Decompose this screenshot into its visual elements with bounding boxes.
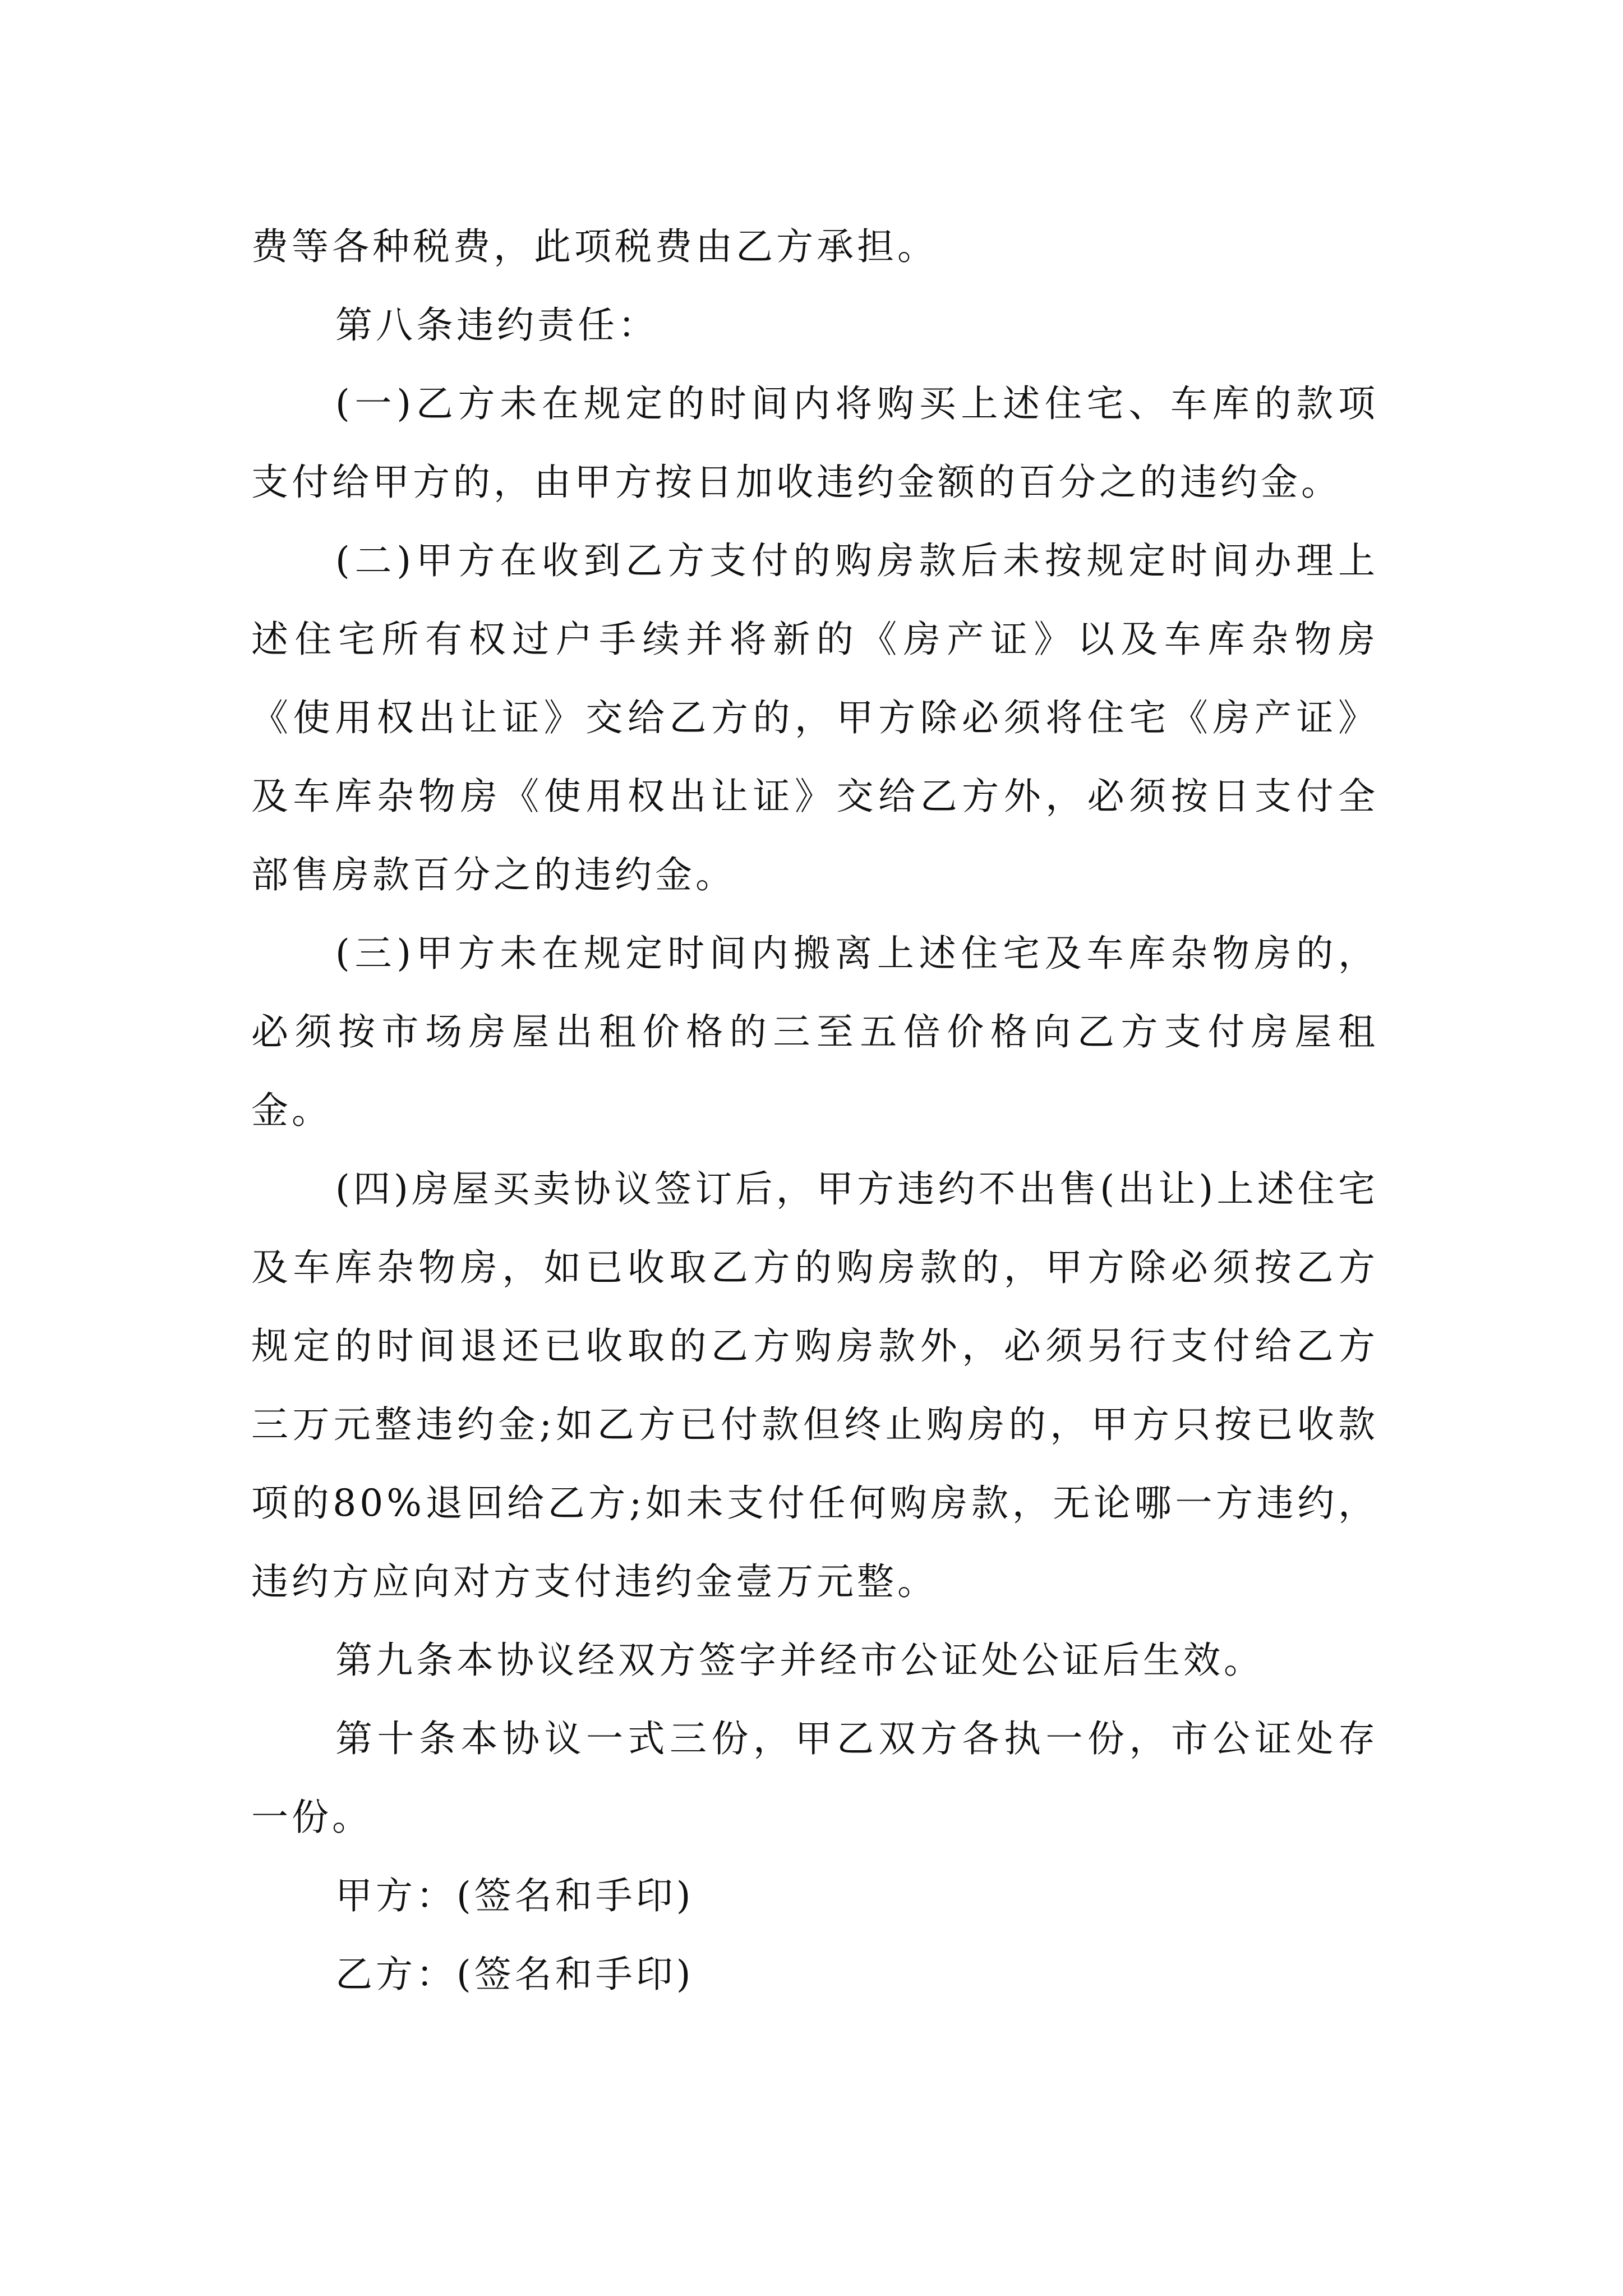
article-9-paragraph: 第九条本协议经双方签字并经市公证处公证后生效。	[335, 1639, 1264, 1682]
article-10-paragraph: 第十条本协议一式三份，甲乙双方各执一份，市公证处存一份。	[251, 1717, 1378, 1839]
party-a-signature-line: 甲方：(签名和手印)	[335, 1874, 694, 1917]
clause-4-paragraph: (四)房屋买卖协议签订后，甲方违约不出售(出让)上述住宅及车库杂物房，如已收取乙方的购房款的，甲方除必须按乙方规定的时间退还已收取的乙方购房款外，必须另行支付给乙方三万元整违约金;如乙方已付款但终止购房的，甲方只按已收款项的80%退回给乙方;如未支付任何购房款，无论哪一方违约，违约方应向对方支付违约金壹万元整。	[251, 1167, 1378, 1603]
clause-1-paragraph: (一)乙方未在规定的时间内将购买上述住宅、车库的款项支付给甲方的，由甲方按日加收违约金额的百分之的违约金。	[251, 382, 1378, 504]
clause-3-paragraph: (三)甲方未在规定时间内搬离上述住宅及车库杂物房的，必须按市场房屋出租价格的三至五倍价格向乙方支付房屋租金。	[251, 932, 1378, 1132]
party-b-signature-line: 乙方：(签名和手印)	[335, 1953, 694, 1996]
article-8-heading: 第八条违约责任：	[335, 303, 658, 347]
paragraph-tax-continuation: 费等各种税费，此项税费由乙方承担。	[251, 225, 938, 268]
clause-2-paragraph: (二)甲方在收到乙方支付的购房款后未按规定时间办理上述住宅所有权过户手续并将新的《房产证》以及车库杂物房《使用权出让证》交给乙方的，甲方除必须将住宅《房产证》及车库杂物房《使用权出让证》交给乙方外，必须按日支付全部售房款百分之的违约金。	[251, 539, 1378, 896]
document-page	[251, 208, 1378, 2014]
